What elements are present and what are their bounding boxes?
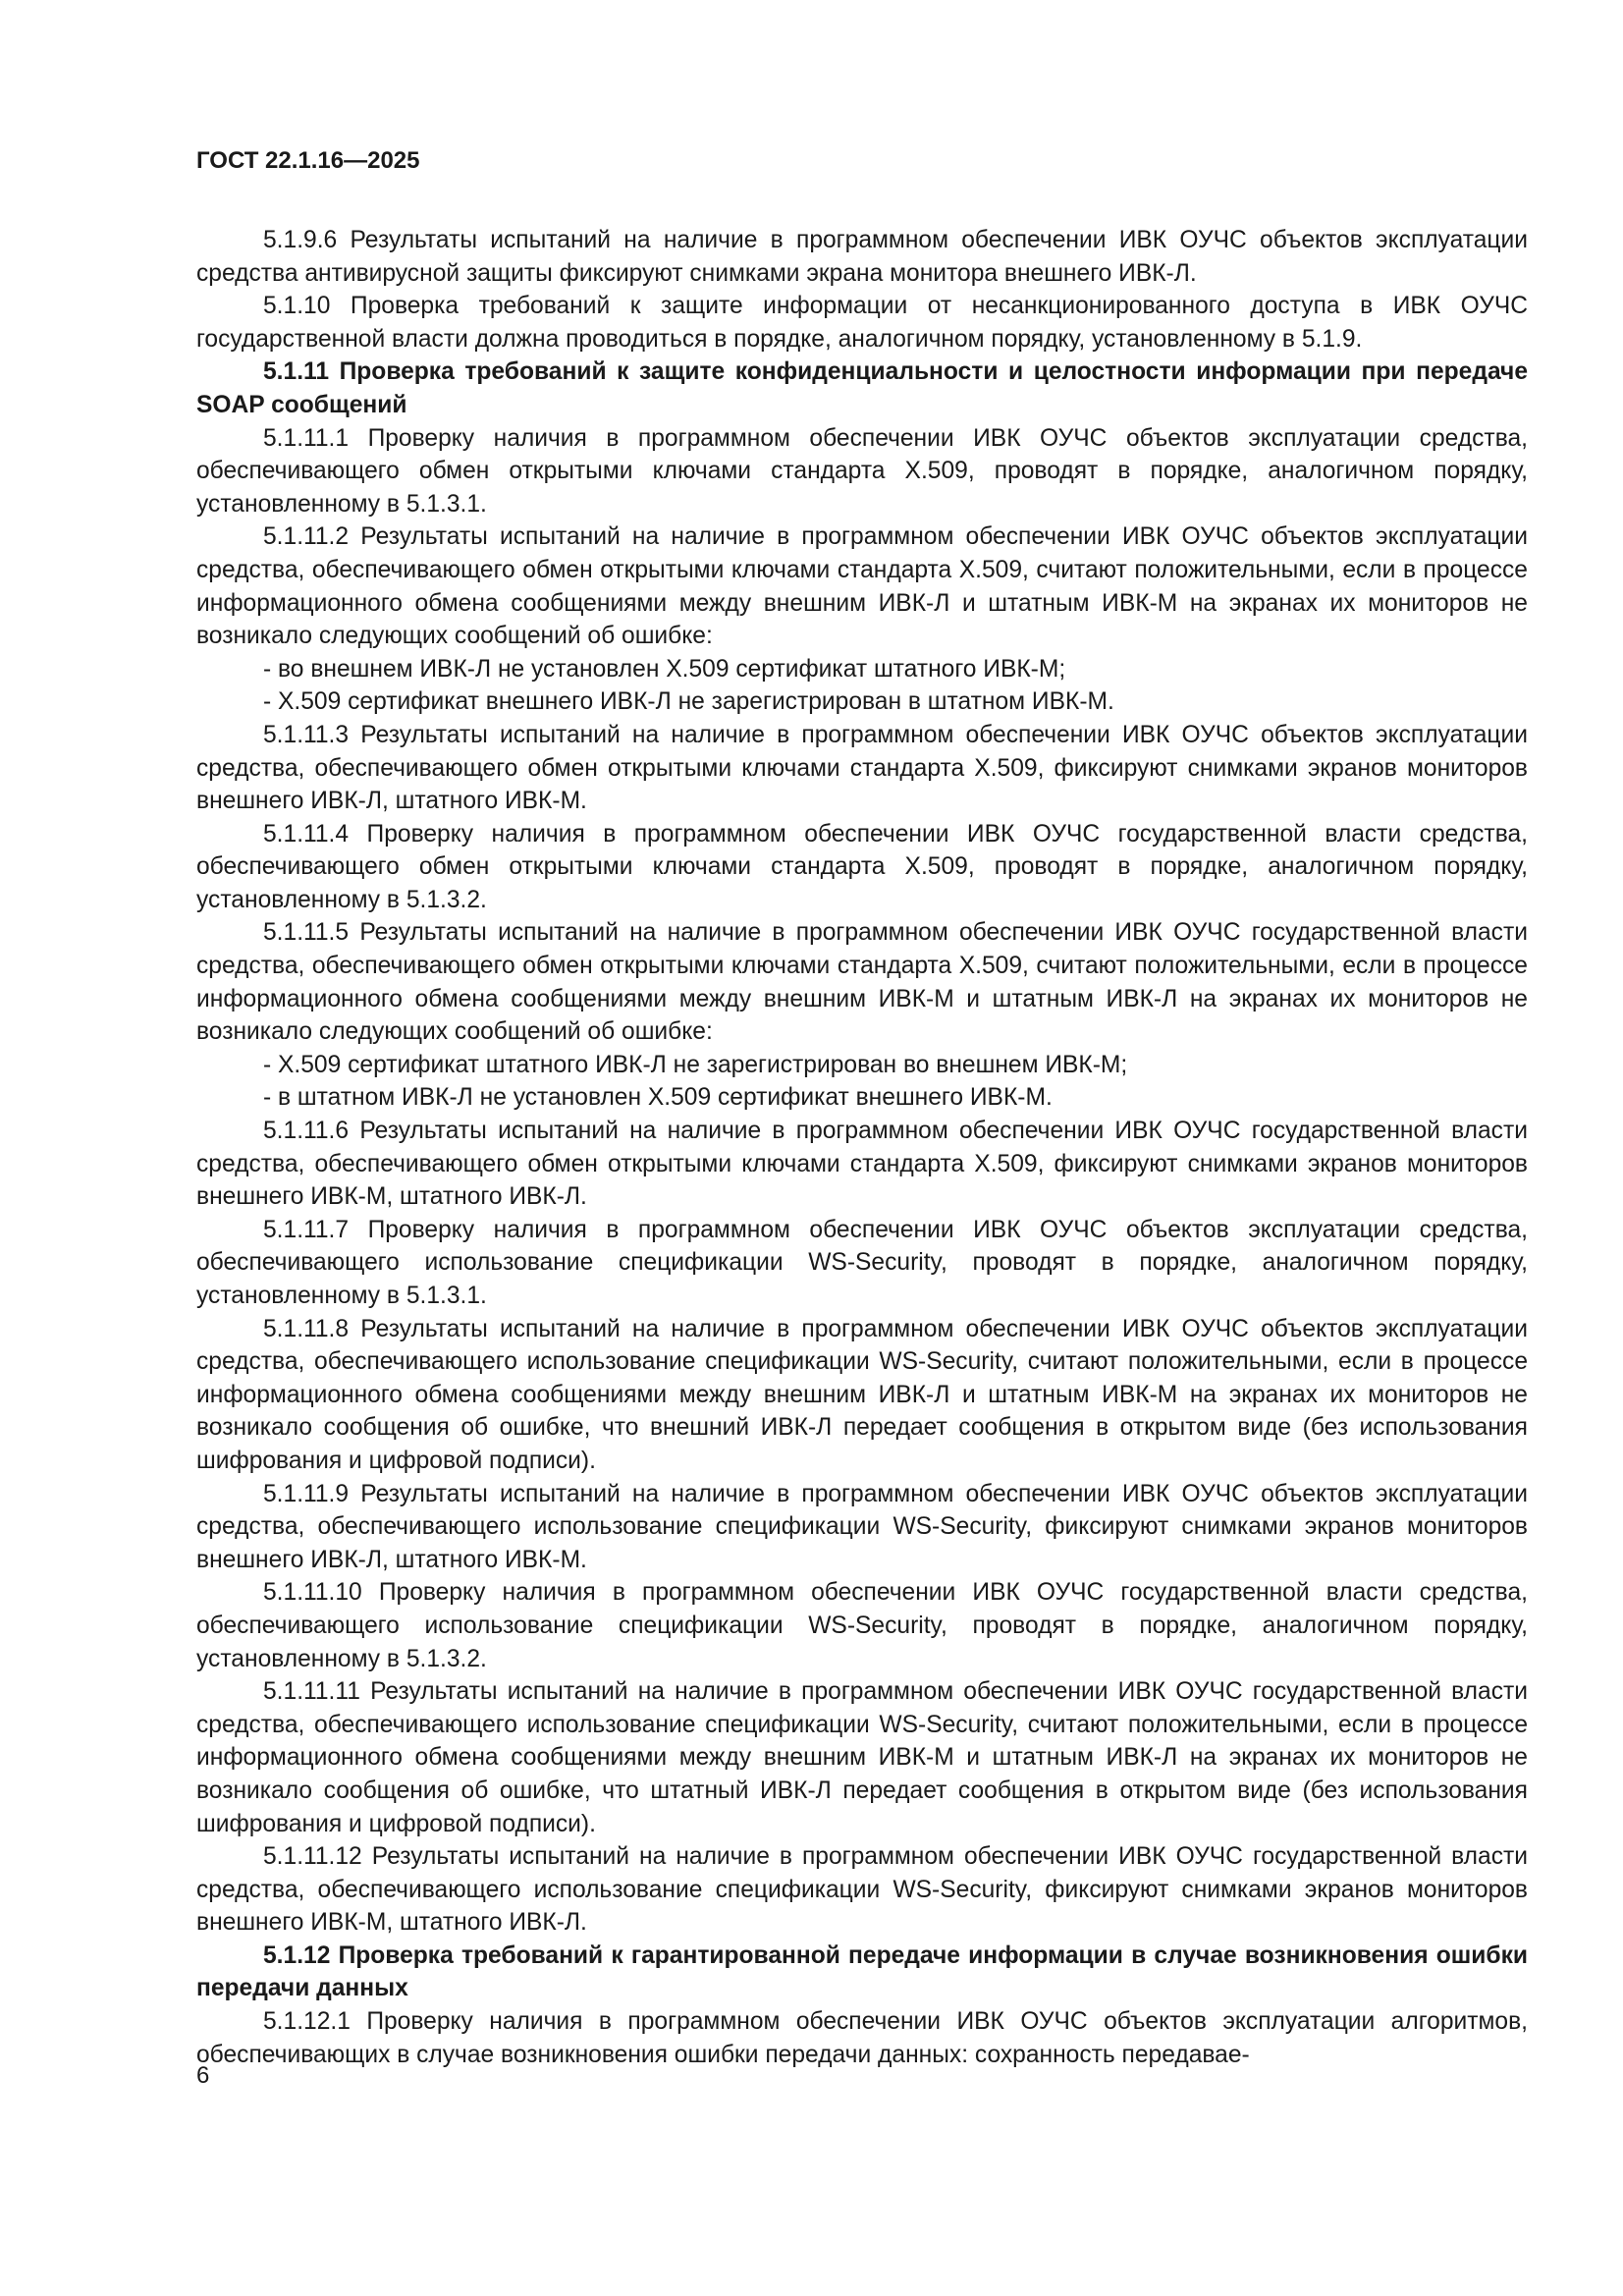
paragraph: 5.1.11.3 Результаты испытаний на наличие в программном обеспечении ИВК ОУЧС объектов эксплуатации средства, обеспечивающего обмен открытыми ключами стандарта X.509, фиксируют снимками экранов мониторов внешнего ИВК-Л, штатного ИВК-М. [196, 721, 1528, 815]
paragraph: 5.1.9.6 Результаты испытаний на наличие в программном обеспечении ИВК ОУЧС объектов эксплуатации средства антивирусной защиты фиксируют снимками экрана монитора внешнего ИВК-Л. [196, 227, 1528, 287]
section-heading: 5.1.11 Проверка требований к защите конфиденциальности и целостности информации при передаче SOAP сообщений [196, 358, 1528, 418]
paragraph: 5.1.11.6 Результаты испытаний на наличие в программном обеспечении ИВК ОУЧС государственной власти средства, обеспечивающего обмен открытыми ключами стандарта X.509, фиксируют снимками экранов мониторов внешнего ИВК-М, штатного ИВК-Л. [196, 1118, 1528, 1211]
document-header: ГОСТ 22.1.16—2025 [196, 147, 420, 174]
paragraph: 5.1.11.4 Проверку наличия в программном обеспечении ИВК ОУЧС государственной власти средства, обеспечивающего обмен открытыми ключами стандарта X.509, проводят в порядке, аналогичном порядку, установленному в 5.1.3.2. [196, 820, 1528, 913]
document-page [196, 147, 1528, 2071]
list-item: - в штатном ИВК-Л не установлен X.509 сертификат внешнего ИВК-М. [263, 1084, 1053, 1112]
list-item: - во внешнем ИВК-Л не установлен X.509 сертификат штатного ИВК-М; [263, 655, 1066, 683]
paragraph: 5.1.11.1 Проверку наличия в программном обеспечении ИВК ОУЧС объектов эксплуатации средства, обеспечивающего обмен открытыми ключами стандарта X.509, проводят в порядке, аналогичном порядку, установленному в 5.1.3.1. [196, 424, 1528, 518]
paragraph: 5.1.11.7 Проверку наличия в программном обеспечении ИВК ОУЧС объектов эксплуатации средства, обеспечивающего использование спецификации WS-Security, проводят в порядке, аналогичном порядку, установленному в 5.1.3.1. [196, 1216, 1528, 1309]
page-number: 6 [196, 2062, 210, 2089]
paragraph: 5.1.11.9 Результаты испытаний на наличие в программном обеспечении ИВК ОУЧС объектов эксплуатации средства, обеспечивающего использование спецификации WS-Security, фиксируют снимками экранов мониторов внешнего ИВК-Л, штатного ИВК-М. [196, 1480, 1528, 1573]
list-item: - X.509 сертификат внешнего ИВК-Л не зарегистрирован в штатном ИВК-М. [263, 688, 1114, 716]
paragraph: 5.1.11.11 Результаты испытаний на наличие в программном обеспечении ИВК ОУЧС государственной власти средства, обеспечивающего использование спецификации WS-Security, считают положительными, если в процессе информационного обмена сообщениями между внешним ИВК-М и штатным ИВК-Л на экранах их мониторов не возникало сообщения об ошибке, что штатный ИВК-Л передает сообщения в открытом виде (без использования шифрования и цифровой подписи). [196, 1678, 1528, 1837]
paragraph: 5.1.11.5 Результаты испытаний на наличие в программном обеспечении ИВК ОУЧС государственной власти средства, обеспечивающего обмен открытыми ключами стандарта X.509, считают положительными, если в процессе информационного обмена сообщениями между внешним ИВК-М и штатным ИВК-Л на экранах их мониторов не возникало следующих сообщений об ошибке: [196, 919, 1528, 1046]
section-heading: 5.1.12 Проверка требований к гарантированной передаче информации в случае возникновения ошибки передачи данных [196, 1941, 1528, 2002]
paragraph: 5.1.11.2 Результаты испытаний на наличие в программном обеспечении ИВК ОУЧС объектов эксплуатации средства, обеспечивающего обмен открытыми ключами стандарта X.509, считают положительными, если в процессе информационного обмена сообщениями между внешним ИВК-Л и штатным ИВК-М на экранах их мониторов не возникало следующих сообщений об ошибке: [196, 523, 1528, 650]
list-item: - X.509 сертификат штатного ИВК-Л не зарегистрирован во внешнем ИВК-М; [263, 1051, 1128, 1078]
paragraph: 5.1.12.1 Проверку наличия в программном обеспечении ИВК ОУЧС объектов эксплуатации алгоритмов, обеспечивающих в случае возникновения ошибки передачи данных: сохранность передавае- [196, 2008, 1528, 2068]
paragraph: 5.1.10 Проверка требований к защите информации от несанкционированного доступа в ИВК ОУЧС государственной власти должна проводиться в порядке, аналогичном порядку, установленному в 5.1.9. [196, 293, 1528, 353]
paragraph: 5.1.11.8 Результаты испытаний на наличие в программном обеспечении ИВК ОУЧС объектов эксплуатации средства, обеспечивающего использование спецификации WS-Security, считают положительными, если в процессе информационного обмена сообщениями между внешним ИВК-Л и штатным ИВК-М на экранах их мониторов не возникало сообщения об ошибке, что внешний ИВК-Л передает сообщения в открытом виде (без использования шифрования и цифровой подписи). [196, 1315, 1528, 1474]
paragraph: 5.1.11.12 Результаты испытаний на наличие в программном обеспечении ИВК ОУЧС государственной власти средства, обеспечивающего использование спецификации WS-Security, фиксируют снимками экранов мониторов внешнего ИВК-М, штатного ИВК-Л. [196, 1843, 1528, 1937]
document-body [196, 224, 1528, 2071]
paragraph: 5.1.11.10 Проверку наличия в программном обеспечении ИВК ОУЧС государственной власти средства, обеспечивающего использование спецификации WS-Security, проводят в порядке, аналогичном порядку, установленному в 5.1.3.2. [196, 1579, 1528, 1672]
